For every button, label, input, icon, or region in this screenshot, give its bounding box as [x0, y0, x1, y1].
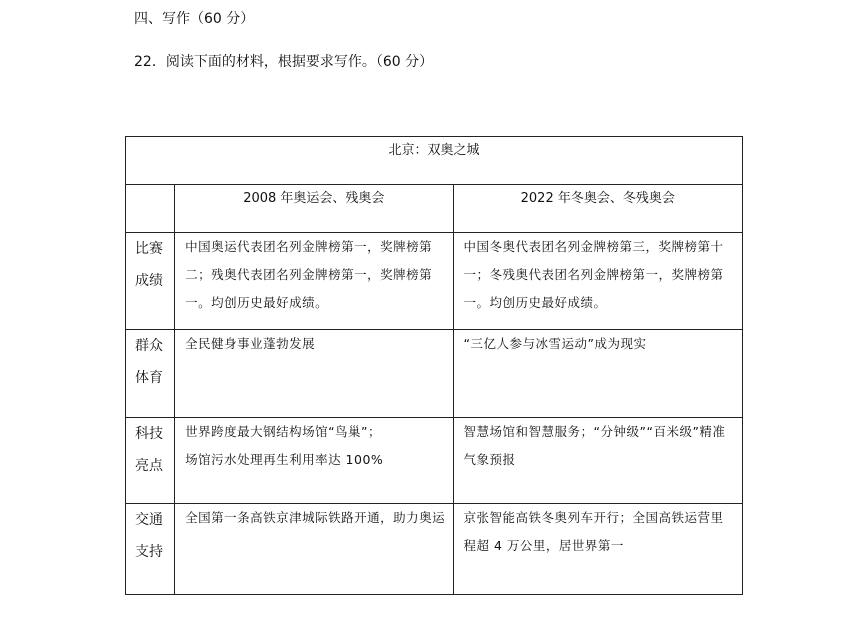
row-label-line: 科技	[135, 426, 163, 442]
table-row	[126, 418, 743, 504]
cell-2022-transport: 京张智能高铁冬奥列车开行；全国高铁运营里程超 4 万公里，居世界第一	[453, 504, 742, 595]
table-row	[126, 504, 743, 595]
row-label-line: 群众	[135, 338, 163, 354]
cell-2008-competition: 中国奥运代表团名列金牌榜第一，奖牌榜第二；残奥代表团名列金牌榜第一，奖牌榜第一。均创历史最好成绩。	[175, 233, 453, 330]
header-2022: 2022 年冬奥会、冬残奥会	[453, 185, 742, 233]
row-label-line: 亮点	[135, 458, 163, 474]
table-row	[126, 233, 743, 330]
row-label-line: 比赛	[135, 241, 163, 257]
section-heading: 四、写作（60 分）	[134, 11, 255, 27]
question-prompt: 22．阅读下面的材料，根据要求写作。（60 分）	[134, 54, 434, 70]
row-label-competition	[126, 233, 175, 330]
cell-line: 场馆污水处理再生利用率达 100%	[185, 452, 384, 467]
row-label-transport	[126, 504, 175, 595]
cell-2008-tech	[175, 418, 453, 504]
row-label-line: 交通	[135, 512, 163, 528]
cell-2008-transport: 全国第一条高铁京津城际铁路开通，助力奥运	[175, 504, 453, 595]
table-title: 北京：双奥之城	[126, 137, 743, 185]
row-label-line: 成绩	[135, 273, 163, 289]
cell-2022-mass-sports: “三亿人参与冰雪运动”成为现实	[453, 330, 742, 418]
table-row	[126, 330, 743, 418]
row-label-tech	[126, 418, 175, 504]
cell-2022-tech: 智慧场馆和智慧服务；“分钟级”“百米级”精准气象预报	[453, 418, 742, 504]
header-corner-cell	[126, 185, 175, 233]
row-label-line: 支持	[135, 544, 163, 560]
cell-2008-mass-sports: 全民健身事业蓬勃发展	[175, 330, 453, 418]
cell-2022-competition: 中国冬奥代表团名列金牌榜第三，奖牌榜第十一；冬残奥代表团名列金牌榜第一，奖牌榜第一。均创历史最好成绩。	[453, 233, 742, 330]
header-2008: 2008 年奥运会、残奥会	[175, 185, 453, 233]
cell-line: 世界跨度最大钢结构场馆“鸟巢”；	[185, 424, 382, 439]
row-label-line: 体育	[135, 370, 163, 386]
material-table	[125, 136, 743, 595]
row-label-mass-sports	[126, 330, 175, 418]
